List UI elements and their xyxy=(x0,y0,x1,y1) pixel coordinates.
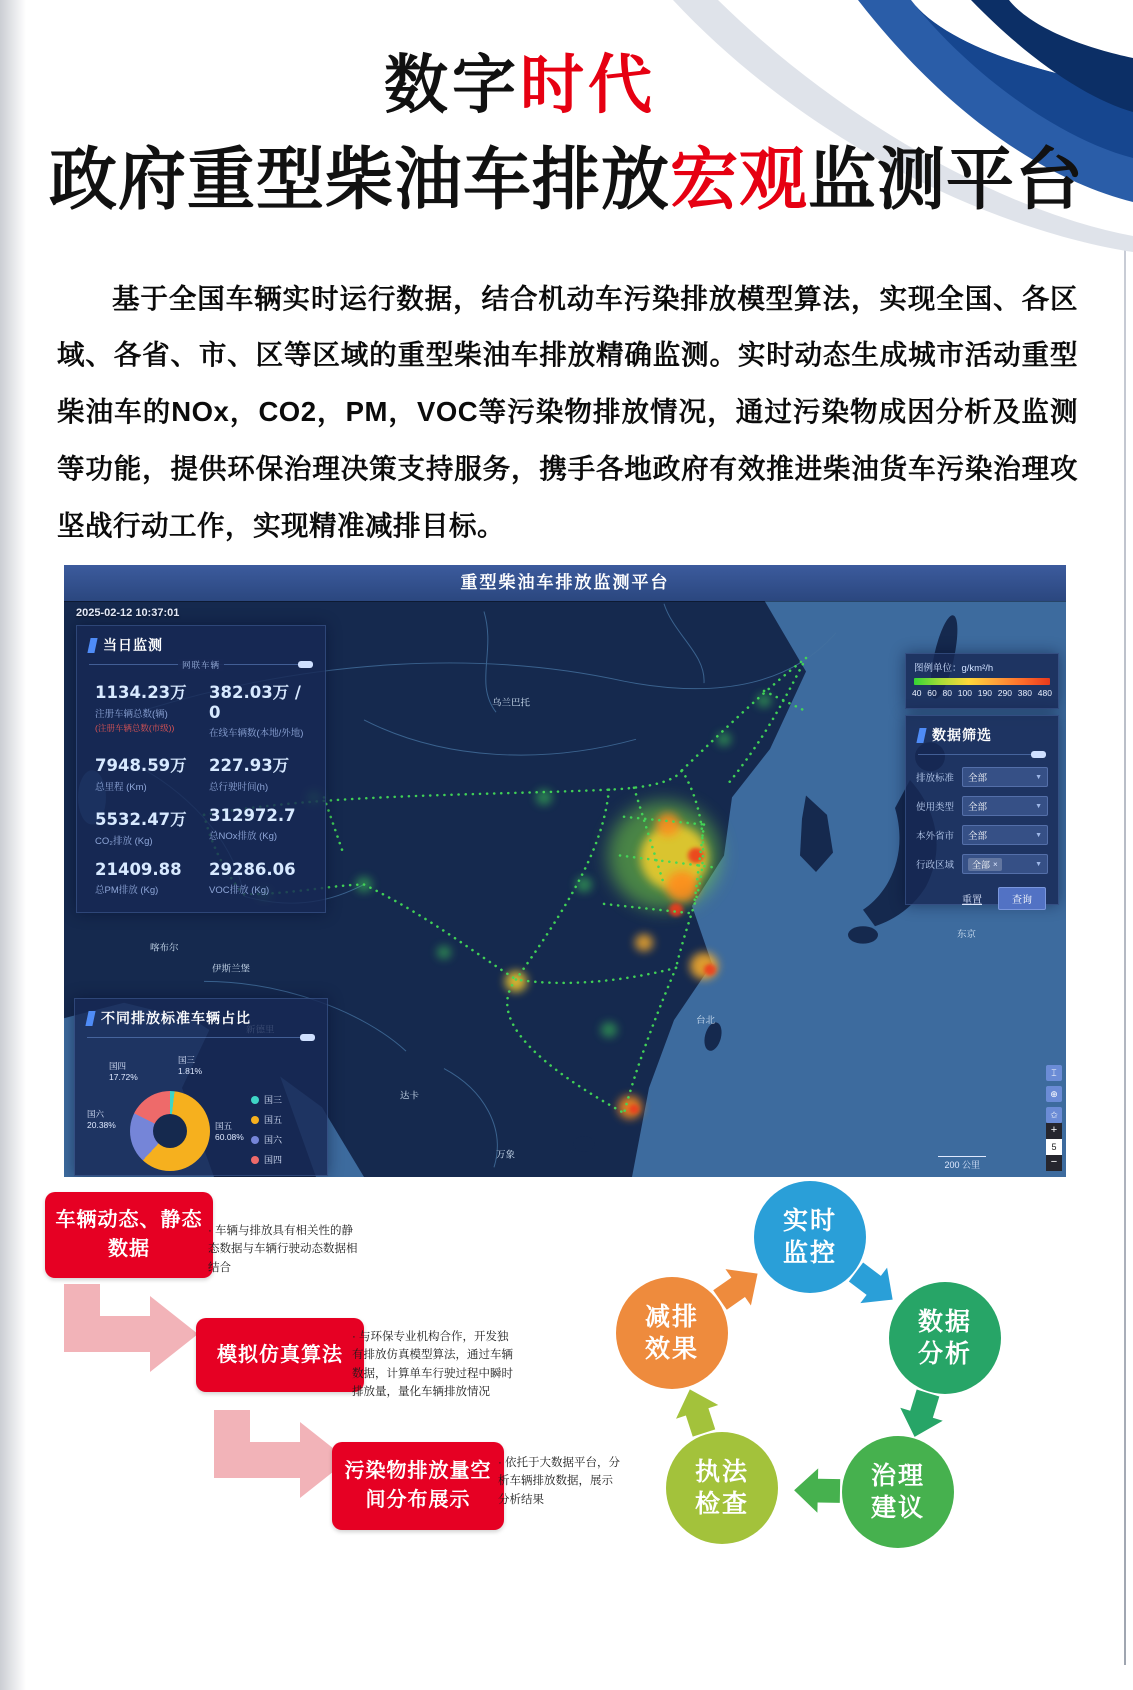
legend-tick: 40 xyxy=(912,688,922,698)
network-vehicle-label: 网联车辆 xyxy=(178,659,224,671)
legend-item-label: 国五 xyxy=(264,1115,283,1125)
donut-slice-label xyxy=(87,1109,116,1131)
stat-value: 7948.59万 xyxy=(95,756,187,775)
filter-panel-divider xyxy=(918,754,1046,755)
legend-dot-icon xyxy=(251,1136,259,1144)
cycle-arrow-icon xyxy=(794,1468,841,1513)
panel-accent-bar xyxy=(87,638,97,653)
panel-accent-bar xyxy=(85,1011,95,1026)
legend-unit-label: 图例单位：g/km²/h xyxy=(914,663,994,674)
today-panel-title xyxy=(77,626,325,660)
dashboard-timestamp: 2025-02-12 10:37:01 xyxy=(76,607,180,619)
stat-item xyxy=(87,679,201,739)
map-city-label: 伊斯兰堡 xyxy=(212,963,250,974)
slice-name: 国五 xyxy=(215,1121,233,1131)
donut-slice-label xyxy=(215,1121,244,1143)
filter-row xyxy=(916,796,1048,816)
emission-standard-share-panel xyxy=(74,998,328,1176)
panel-accent-bar xyxy=(916,728,926,743)
title2-red: 宏观 xyxy=(669,142,808,218)
poster-title-line2 xyxy=(0,126,1133,223)
filter-selected-value: 全部 xyxy=(968,773,988,784)
filter-row-label: 行政区域 xyxy=(916,860,955,871)
flow-circle-label: 数据 分析 xyxy=(917,1307,972,1368)
flow-circle-label: 减排 效果 xyxy=(644,1302,699,1363)
process-flow-section xyxy=(0,1180,1133,1690)
slice-name: 国三 xyxy=(178,1055,196,1065)
stat-value: 5532.47万 xyxy=(95,810,187,829)
stat-item xyxy=(87,806,201,847)
filter-panel-title xyxy=(906,716,1058,750)
filter-row-label: 使用类型 xyxy=(916,802,955,813)
measure-tool-icon[interactable]: ⌶ xyxy=(1046,1065,1062,1081)
legend-tick: 290 xyxy=(997,688,1012,698)
map-city-label: 万象 xyxy=(495,1149,516,1160)
filter-dropdown[interactable] xyxy=(962,796,1048,816)
panel-toggle-icon[interactable] xyxy=(300,1034,315,1041)
slice-name: 国四 xyxy=(109,1061,127,1071)
legend-tick: 480 xyxy=(1037,688,1052,698)
filter-dropdown[interactable] xyxy=(962,767,1048,787)
flow-step-label: 车辆动态、静态数据 xyxy=(55,1209,203,1260)
panel-toggle-icon[interactable] xyxy=(298,661,313,668)
flow-cycle-circle[interactable] xyxy=(842,1436,954,1548)
donut-legend-item[interactable] xyxy=(251,1093,282,1106)
legend-item-label: 国六 xyxy=(264,1135,283,1145)
favorite-tool-icon[interactable]: ✩ xyxy=(1046,1107,1062,1123)
emission-standard-donut-chart[interactable] xyxy=(130,1091,210,1171)
stat-item xyxy=(201,752,315,793)
title2-post: 监测平台 xyxy=(808,142,1085,218)
stat-label: 总里程 (Km) xyxy=(95,782,147,793)
stat-item xyxy=(87,860,201,896)
dashboard-screenshot xyxy=(64,565,1066,1177)
map-scale-label: 200 公里 xyxy=(938,1156,986,1171)
slice-name: 国六 xyxy=(87,1109,105,1119)
title1-black: 数字 xyxy=(384,49,520,121)
slice-percent: 60.08% xyxy=(215,1132,244,1143)
slice-percent: 1.81% xyxy=(178,1066,203,1077)
filter-rows xyxy=(906,765,1058,885)
step-arrow-2 xyxy=(214,1410,348,1498)
filter-selected-value: 全部 xyxy=(968,802,988,813)
legend-tick: 80 xyxy=(942,688,952,698)
zoom-out-button[interactable]: − xyxy=(1046,1155,1062,1171)
donut-legend-item[interactable] xyxy=(251,1133,282,1146)
today-stats-grid xyxy=(77,675,325,900)
filter-buttons xyxy=(906,885,1058,912)
donut-panel-title xyxy=(75,999,327,1033)
slice-percent: 20.38% xyxy=(87,1120,116,1131)
filter-row-label: 排放标准 xyxy=(916,773,955,784)
chevron-down-icon: ▼ xyxy=(1035,860,1042,868)
poster-title-line1 xyxy=(0,34,1040,126)
flow-step-note: · 依托于大数据平台，分析车辆排放数据，展示分析结果 xyxy=(498,1457,621,1506)
filter-row xyxy=(916,767,1048,787)
flow-circle-label: 治理 建议 xyxy=(870,1461,925,1522)
map-zoom-widget xyxy=(1046,1123,1062,1171)
stat-value: 382.03万 / 0 xyxy=(209,683,301,722)
donut-legend xyxy=(251,1093,282,1173)
dashboard-title: 重型柴油车排放监测平台 xyxy=(460,573,670,592)
zoom-in-button[interactable]: + xyxy=(1046,1123,1062,1139)
map-tools xyxy=(1046,1065,1062,1123)
chevron-down-icon: ▼ xyxy=(1035,802,1042,810)
map-city-label: 乌兰巴托 xyxy=(491,697,530,708)
flow-step-box[interactable] xyxy=(45,1192,213,1278)
legend-tick-labels xyxy=(906,685,1058,698)
legend-gradient-bar xyxy=(914,678,1050,685)
zoom-level-indicator: 5 xyxy=(1046,1139,1062,1155)
today-panel-divider xyxy=(89,660,313,670)
reset-button[interactable]: 重置 xyxy=(956,887,988,910)
emission-color-legend xyxy=(905,653,1059,709)
legend-item-label: 国三 xyxy=(264,1095,283,1105)
stat-label: CO₂排放 (Kg) xyxy=(95,836,153,847)
stat-label: VOC排放 (Kg) xyxy=(209,885,270,896)
stat-value: 312972.7 xyxy=(209,806,296,825)
dashboard-header-bar xyxy=(64,565,1066,601)
donut-legend-item[interactable] xyxy=(251,1113,282,1126)
intro-paragraph: 基于全国车辆实时运行数据，结合机动车污染排放模型算法，实现全国、各区域、各省、市、区等区域的重型柴油车排放精确监测。实时动态生成城市活动重型柴油车的NOx，CO2，PM，VOC等污染物排放情况，通过污染物成因分析及监测等功能，提供环保治理决策支持服务，携手各地政府有效推进柴油货车污染治理攻坚战行动工作，实现精准减排目标。 xyxy=(57,282,1078,542)
flow-step-note: · 与环保专业机构合作，开发独有排放仿真模型算法，通过车辆数据，计算单车行驶过程中瞬时排放量，量化车辆排放情况 xyxy=(352,1331,513,1399)
filter-dropdown[interactable] xyxy=(962,825,1048,845)
stat-value: 29286.06 xyxy=(209,860,296,879)
map-city-label: 喀布尔 xyxy=(150,942,179,953)
flow-step-box[interactable] xyxy=(196,1318,364,1392)
title2-pre: 政府重型柴油车排放 xyxy=(48,142,670,218)
map-city-label: 台北 xyxy=(695,1015,716,1025)
filter-selected-value: 全部 xyxy=(968,831,988,842)
donut-panel-divider xyxy=(87,1037,315,1038)
stat-label: 总PM排放 (Kg) xyxy=(95,885,159,896)
stat-item xyxy=(87,752,201,793)
flow-step-box[interactable] xyxy=(332,1442,504,1530)
map-city-label: 达卡 xyxy=(399,1090,420,1101)
donut-slice-label xyxy=(109,1061,138,1083)
stat-label: 总NOx排放 (Kg) xyxy=(209,831,278,842)
stat-label: 在线车辆数(本地/外地) xyxy=(209,728,304,739)
donut-legend-item[interactable] xyxy=(251,1153,282,1166)
legend-tick: 60 xyxy=(927,688,937,698)
panel-toggle-icon[interactable] xyxy=(1031,751,1046,758)
filter-row xyxy=(916,825,1048,845)
legend-dot-icon xyxy=(251,1116,259,1124)
legend-tick: 100 xyxy=(957,688,972,698)
stat-label: 注册车辆总数(辆) xyxy=(95,709,168,720)
filter-tag[interactable] xyxy=(968,858,1002,871)
flow-circle-label: 实时 监控 xyxy=(782,1206,837,1267)
chevron-down-icon: ▼ xyxy=(1035,773,1042,781)
today-monitoring-panel xyxy=(76,625,326,913)
flow-step-label: 模拟仿真算法 xyxy=(217,1343,343,1366)
filter-row-label: 本外省市 xyxy=(916,831,955,842)
filter-tag-value: 全部 xyxy=(972,859,991,870)
data-filter-panel xyxy=(905,715,1059,905)
globe-tool-icon[interactable]: ⊕ xyxy=(1046,1086,1062,1102)
stat-value: 227.93万 xyxy=(209,756,290,775)
slice-percent: 17.72% xyxy=(109,1072,138,1083)
donut-slice-label xyxy=(178,1055,202,1077)
cycle-arrow-icon xyxy=(893,1387,949,1444)
stat-value: 21409.88 xyxy=(95,860,182,879)
flow-step-label: 污染物排放量空间分布展示 xyxy=(344,1460,492,1511)
filter-dropdown[interactable] xyxy=(962,854,1048,874)
flow-cycle-circle[interactable] xyxy=(754,1181,866,1293)
map-city-label: 东京 xyxy=(956,928,977,939)
legend-dot-icon xyxy=(251,1096,259,1104)
flow-step-note: · 车辆与排放具有相关性的静态数据与车辆行驶动态数据相结合 xyxy=(208,1225,358,1274)
query-button[interactable]: 查询 xyxy=(998,887,1046,910)
stat-item xyxy=(201,806,315,847)
today-panel-title-text: 当日监测 xyxy=(103,637,163,653)
legend-item-label: 国四 xyxy=(264,1155,283,1165)
stat-label: 总行驶时间(h) xyxy=(209,782,269,793)
flow-cycle-circle[interactable] xyxy=(889,1282,1001,1394)
donut-panel-title-text: 不同排放标准车辆占比 xyxy=(101,1010,251,1026)
chevron-down-icon: ▼ xyxy=(1035,831,1042,839)
title1-red: 时代 xyxy=(520,49,656,121)
flow-cycle-circle[interactable] xyxy=(666,1432,778,1544)
stat-item xyxy=(201,860,315,896)
legend-tick: 190 xyxy=(977,688,992,698)
step-arrow-1 xyxy=(64,1284,198,1372)
filter-row xyxy=(916,854,1048,874)
legend-tick: 380 xyxy=(1017,688,1032,698)
tag-close-icon[interactable]: × xyxy=(993,859,998,869)
legend-dot-icon xyxy=(251,1156,259,1164)
stat-sublabel: (注册车辆总数(市级)) xyxy=(95,723,175,733)
filter-panel-title-text: 数据筛选 xyxy=(932,727,992,743)
stat-value: 1134.23万 xyxy=(95,683,187,702)
flow-circle-label: 执法 检查 xyxy=(694,1457,749,1518)
flow-cycle-circle[interactable] xyxy=(616,1277,728,1389)
stat-item xyxy=(201,679,315,739)
